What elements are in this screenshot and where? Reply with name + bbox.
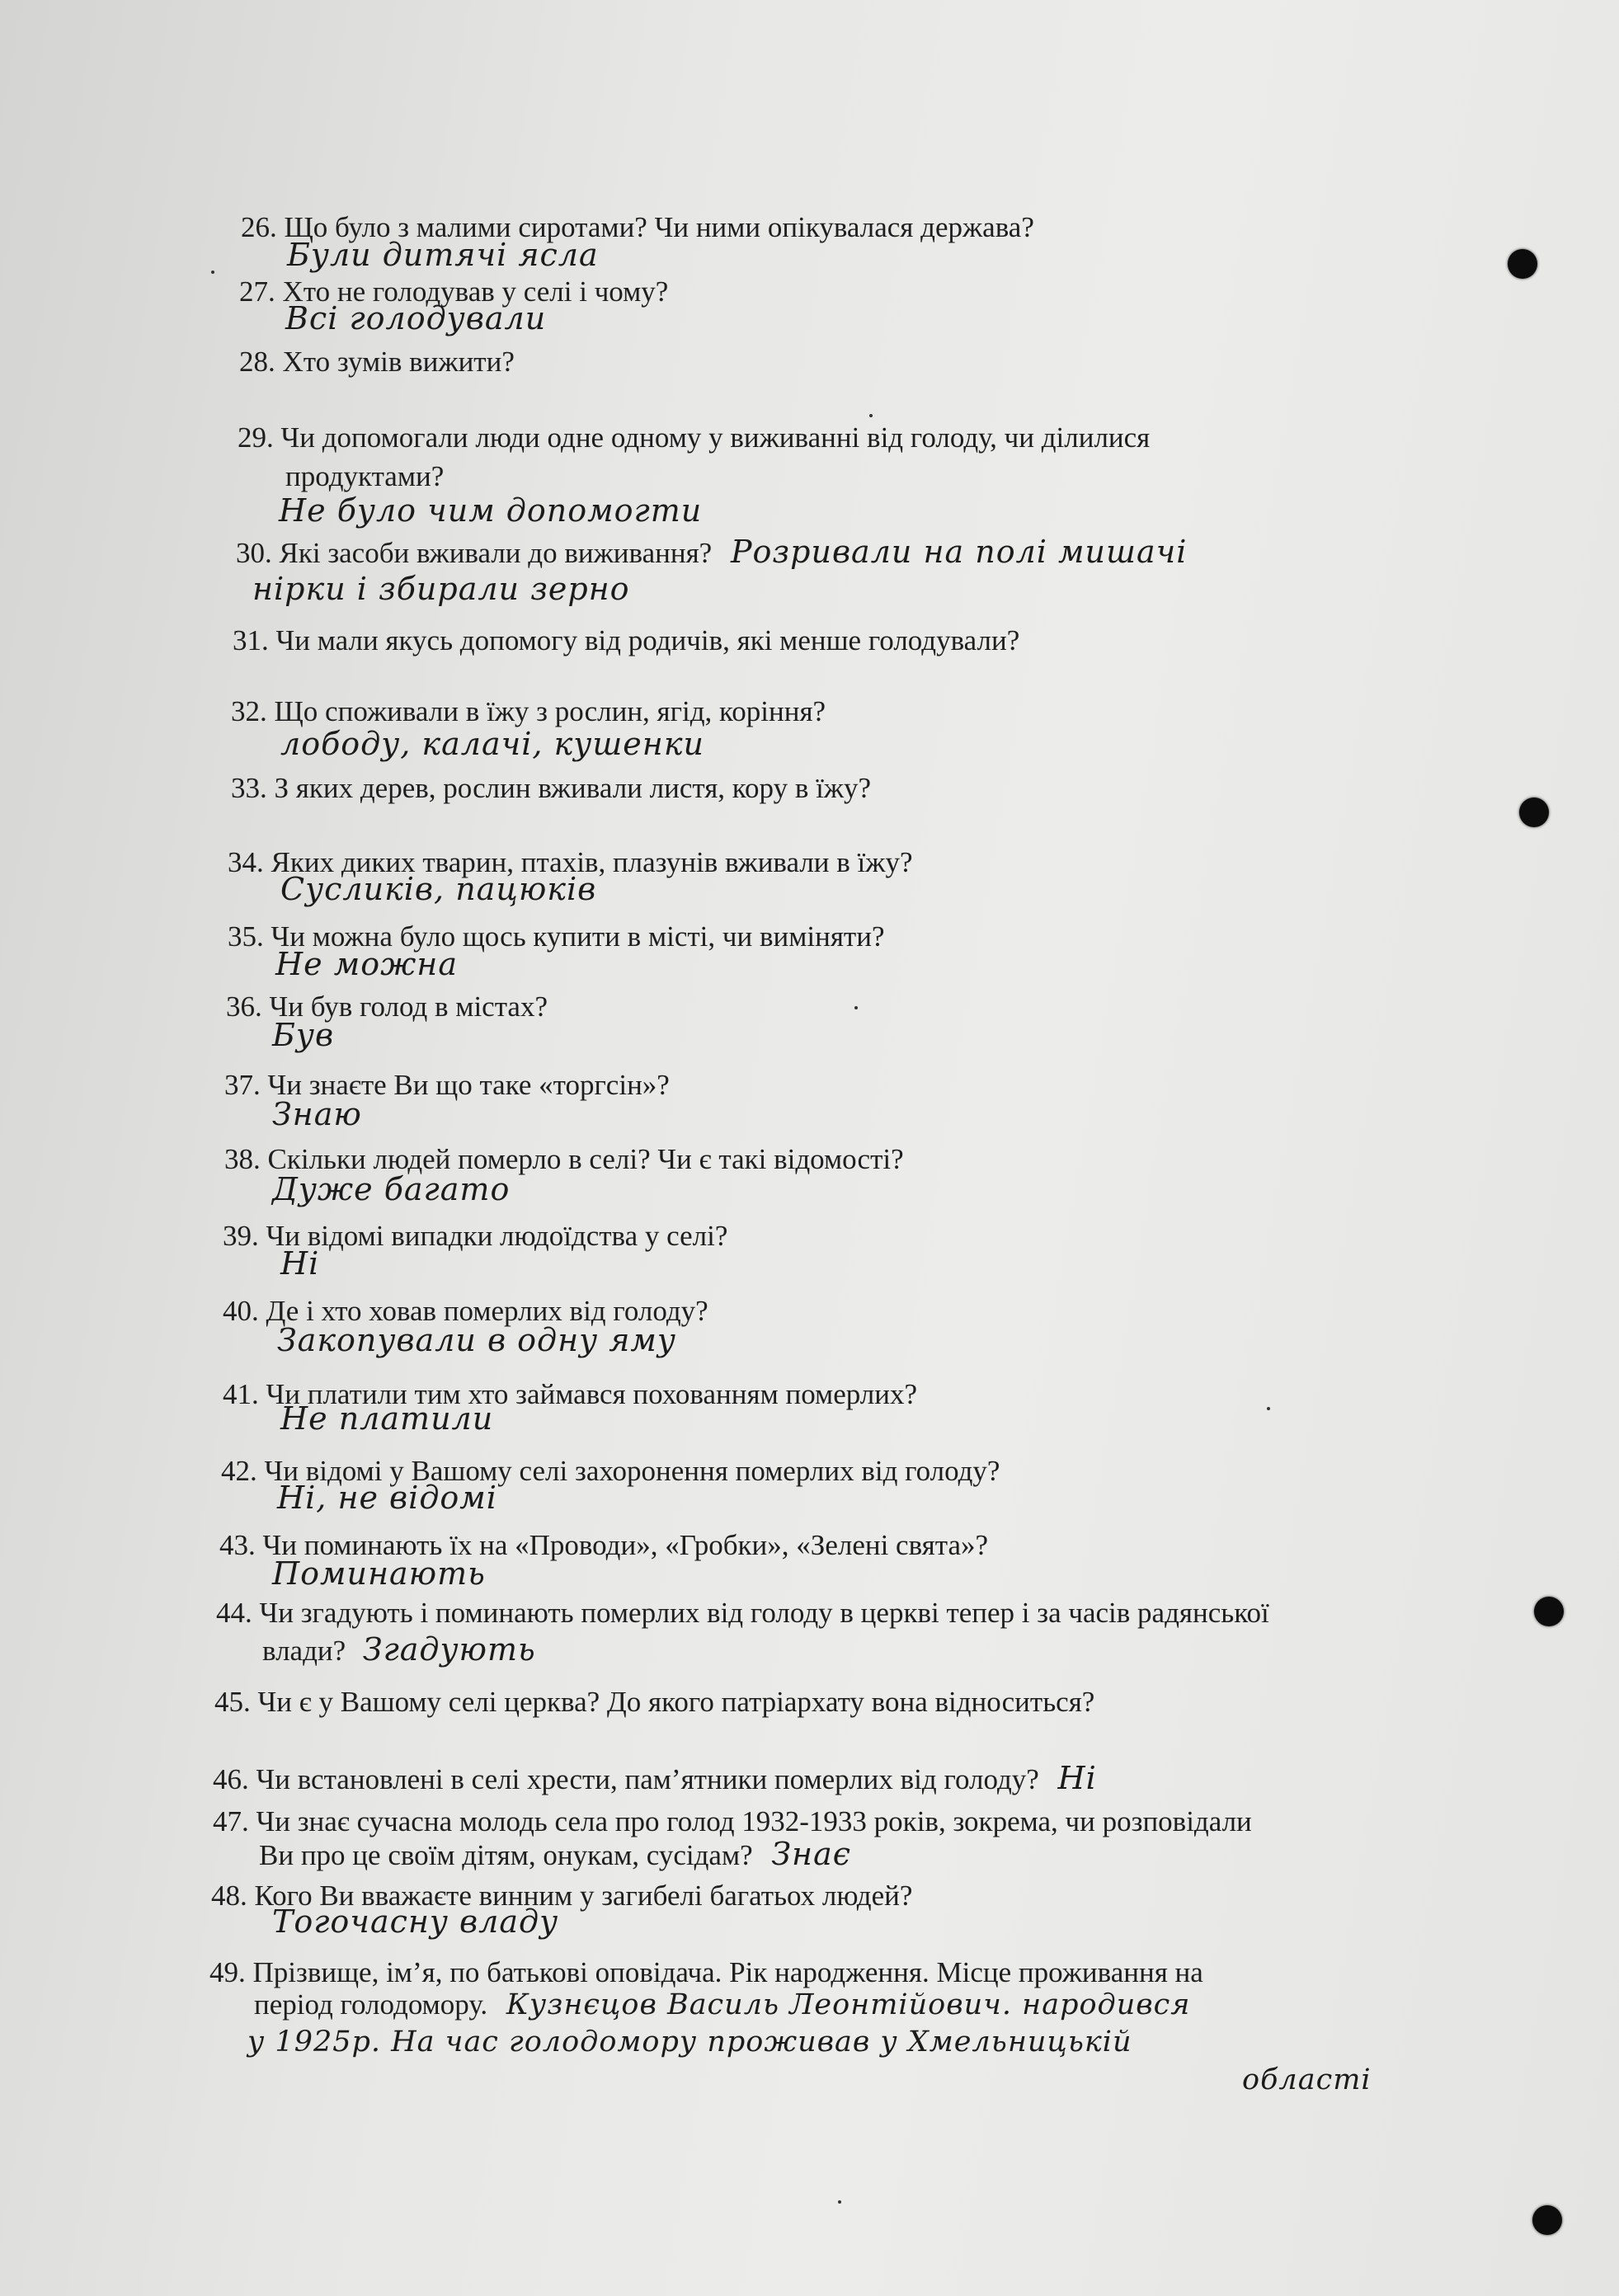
question-text: Чи платили тим хто займався похованням померлих? [266, 1378, 917, 1410]
question-29 [238, 421, 1150, 455]
question-number: 39. [223, 1220, 259, 1252]
question-33 [231, 771, 871, 806]
answer-47-inline: Знає [771, 1836, 852, 1872]
question-number: 49. [209, 1956, 246, 1988]
question-text: період голодомору. [254, 1988, 488, 2021]
question-text: Чи знаєте Ви що таке «торгсін»? [267, 1069, 670, 1101]
question-32 [231, 694, 826, 729]
question-text: Скільки людей померло в селі? Чи є такі відомості? [267, 1143, 904, 1175]
question-number: 43. [219, 1529, 256, 1561]
answer-38: Дуже багато [272, 1171, 511, 1207]
speck [1267, 1407, 1270, 1410]
answer-39: Ні [280, 1245, 320, 1282]
answer-41: Не платили [280, 1400, 494, 1437]
answer-29: Не було чим допомогти [279, 492, 703, 529]
answer-36: Був [272, 1017, 335, 1053]
question-text: З яких дерев, рослин вживали листя, кору в їжу? [274, 772, 872, 804]
question-number: 27. [239, 275, 275, 308]
question-number: 40. [223, 1295, 259, 1327]
question-number: 44. [216, 1597, 252, 1629]
question-text: Чи поминають їх на «Проводи», «Гробки», «Зелені свята»? [262, 1529, 989, 1561]
question-44-continued [262, 1632, 536, 1668]
question-number: 36. [226, 990, 262, 1023]
question-number: 28. [239, 346, 275, 378]
question-45 [214, 1685, 1094, 1720]
question-text: Що споживали в їжу з рослин, ягід, коріння? [274, 695, 826, 727]
answer-49-inline: Кузнєцов Василь Леонтійович. народився [506, 1988, 1191, 2021]
question-text: Чи відомі випадки людоїдства у селі? [266, 1220, 728, 1252]
speck [838, 2200, 841, 2204]
punch-hole [1519, 797, 1549, 827]
question-text: Чи згадують і поминають померлих від голоду в церкві тепер і за часів радянської [259, 1597, 1269, 1629]
punch-hole [1508, 249, 1537, 279]
question-47 [213, 1804, 1252, 1839]
question-text: Ви про це своїм дітям, онукам, сусідам? [259, 1839, 753, 1871]
question-number: 35. [228, 920, 264, 953]
question-44 [216, 1596, 1269, 1630]
question-number: 30. [236, 537, 272, 569]
question-number: 38. [224, 1143, 261, 1175]
question-29-continued: продуктами? [285, 460, 445, 492]
question-31 [233, 623, 1019, 658]
answer-49-continued: області [1242, 2063, 1372, 2096]
answer-40: Закопували в одну яму [277, 1322, 676, 1358]
question-49-continued [254, 1988, 1190, 2022]
speck [854, 1006, 858, 1009]
question-text: Яких диких тварин, птахів, плазунів вживали в їжу? [271, 846, 913, 878]
answer-35: Не можна [275, 946, 458, 982]
question-number: 34. [228, 846, 264, 878]
question-number: 48. [211, 1880, 247, 1912]
question-text: Кого Ви вважаєте винним у загибелі багатьох людей? [254, 1880, 913, 1912]
question-number: 26. [241, 211, 277, 243]
question-text: Чи є у Вашому селі церква? До якого патріархату вона відноситься? [257, 1686, 1095, 1718]
question-text: Чи був голод в містах? [269, 990, 548, 1023]
question-text: Що було з малими сиротами? Чи ними опікувалася держава? [284, 211, 1034, 243]
speck [211, 271, 214, 274]
answer-32: лободу, калачі, кушенки [280, 726, 704, 762]
question-text: Чи встановлені в селі хрести, пам’ятники померлих від голоду? [256, 1763, 1039, 1795]
question-46 [213, 1761, 1097, 1797]
answer-49: у 1925р. На час голодомору проживав у Хмельницькій [247, 2025, 1132, 2058]
question-text: Чи знає сучасна молодь села про голод 1932-1933 років, зокрема, чи розповідали [256, 1805, 1252, 1837]
answer-46-inline: Ні [1057, 1760, 1097, 1796]
question-number: 47. [213, 1805, 249, 1837]
answer-43: Поминають [272, 1555, 486, 1592]
question-49 [209, 1955, 1203, 1990]
question-number: 32. [231, 695, 267, 727]
question-number: 33. [231, 772, 267, 804]
question-text: Чи відомі у Вашому селі захоронення померлих від голоду? [264, 1455, 1000, 1487]
answer-37: Знаю [272, 1096, 362, 1132]
punch-hole [1534, 1597, 1564, 1626]
answer-26: Були дитячі ясла [287, 237, 599, 273]
answer-34: Сусликів, пацюків [280, 871, 597, 907]
question-text: влади? [262, 1635, 346, 1667]
question-47-continued [259, 1837, 851, 1873]
question-text: Чи допомогали люди одне одному у виживанні від голоду, чи ділилися [280, 421, 1151, 454]
answer-48: Тогочасну владу [272, 1903, 559, 1940]
question-text: Прізвище, ім’я, по батькові оповідача. Рік народження. Місце проживання на [252, 1956, 1203, 1988]
question-text: Хто зумів вижити? [282, 346, 515, 378]
question-text: Які засоби вживали до виживання? [279, 537, 713, 569]
question-number: 31. [233, 624, 269, 656]
answer-42: Ні, не відомі [277, 1480, 497, 1516]
question-text: Чи можна було щось купити в місті, чи виміняти? [271, 920, 885, 953]
question-30 [236, 534, 1187, 571]
answer-27: Всі голодували [285, 300, 547, 336]
answer-30: нірки і збирали зерно [252, 571, 630, 607]
question-number: 37. [224, 1069, 261, 1101]
punch-hole [1532, 2205, 1562, 2235]
answer-30-inline: Розривали на полі мишачі [730, 534, 1188, 570]
question-text: Чи мали якусь допомогу від родичів, які менше голодували? [275, 624, 1020, 656]
question-number: 41. [223, 1378, 259, 1410]
question-text: Хто не голодував у селі і чому? [282, 275, 669, 308]
question-number: 45. [214, 1686, 251, 1718]
question-number: 46. [213, 1763, 249, 1795]
speck [869, 414, 873, 417]
answer-44-inline: Згадують [362, 1631, 536, 1668]
question-number: 29. [238, 421, 274, 454]
question-text: Де і хто ховав померлих від голоду? [266, 1295, 708, 1327]
question-number: 42. [221, 1455, 257, 1487]
question-28 [239, 345, 515, 379]
